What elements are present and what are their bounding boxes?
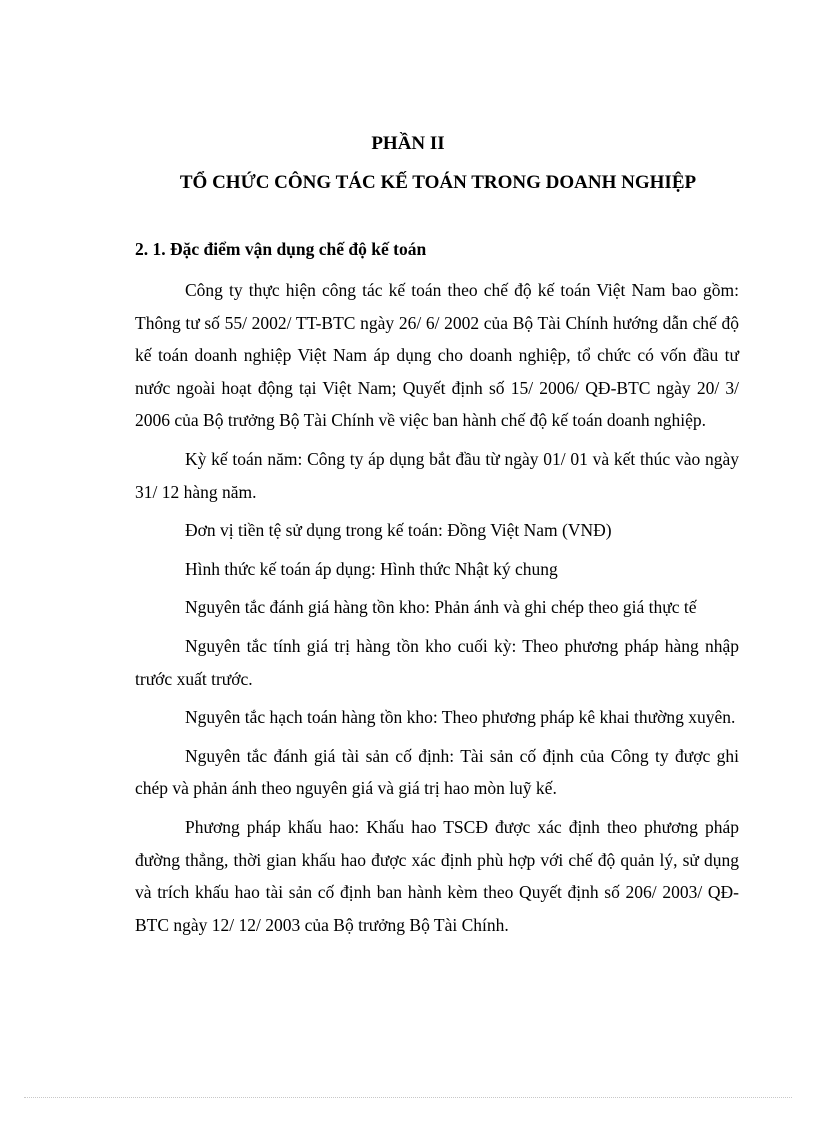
paragraph: Nguyên tắc tính giá trị hàng tồn kho cuối kỳ: Theo phương pháp hàng nhập trước xuất trước. bbox=[135, 635, 739, 689]
paragraph: Công ty thực hiện công tác kế toán theo chế độ kế toán Việt Nam bao gồm: Thông tư số 55/ 2002/ TT-BTC ngày 26/ 6/ 2002 của Bộ Tài Chính hướng dẫn chế độ kế toán doanh nghiệp Việt Nam áp dụng cho doanh nghiệp, tổ chức có vốn đầu tư nước ngoài hoạt động tại Việt Nam; Quyết định số 15/ 2006/ QĐ-BTC ngày 20/ 3/ 2006 của Bộ trưởng Bộ Tài Chính về việc ban hành chế độ kế toán doanh nghiệp. bbox=[135, 280, 739, 431]
page-footer-divider bbox=[24, 1097, 792, 1098]
chapter-title: TỔ CHỨC CÔNG TÁC KẾ TOÁN TRONG DOANH NGHIỆP bbox=[179, 172, 697, 193]
paragraph: Nguyên tắc đánh giá hàng tồn kho: Phản ánh và ghi chép theo giá thực tế bbox=[185, 597, 697, 618]
paragraph: Hình thức kế toán áp dụng: Hình thức Nhật ký chung bbox=[185, 558, 558, 579]
part-title: PHẦN II bbox=[371, 133, 445, 154]
paragraph: Nguyên tắc hạch toán hàng tồn kho: Theo phương pháp kê khai thường xuyên. bbox=[185, 707, 736, 728]
section-heading: 2. 1. Đặc điểm vận dụng chế độ kế toán bbox=[135, 239, 427, 259]
paragraph: Phương pháp khấu hao: Khấu hao TSCĐ được xác định theo phương pháp đường thẳng, thời gian khấu hao được xác định phù hợp với chế độ quản lý, sử dụng và trích khấu hao tài sản cố định ban hành kèm theo Quyết định số 206/ 2003/ QĐ-BTC ngày 12/ 12/ 2003 của Bộ trưởng Bộ Tài Chính. bbox=[135, 816, 739, 935]
paragraph: Kỳ kế toán năm: Công ty áp dụng bắt đầu từ ngày 01/ 01 và kết thúc vào ngày 31/ 12 hàng năm. bbox=[135, 448, 739, 502]
paragraph: Nguyên tắc đánh giá tài sản cố định: Tài sản cố định của Công ty được ghi chép và phản ánh theo nguyên giá và giá trị hao mòn luỹ kế. bbox=[135, 745, 739, 799]
document-body bbox=[135, 274, 739, 947]
paragraph: Đơn vị tiền tệ sử dụng trong kế toán: Đồng Việt Nam (VNĐ) bbox=[185, 520, 612, 541]
